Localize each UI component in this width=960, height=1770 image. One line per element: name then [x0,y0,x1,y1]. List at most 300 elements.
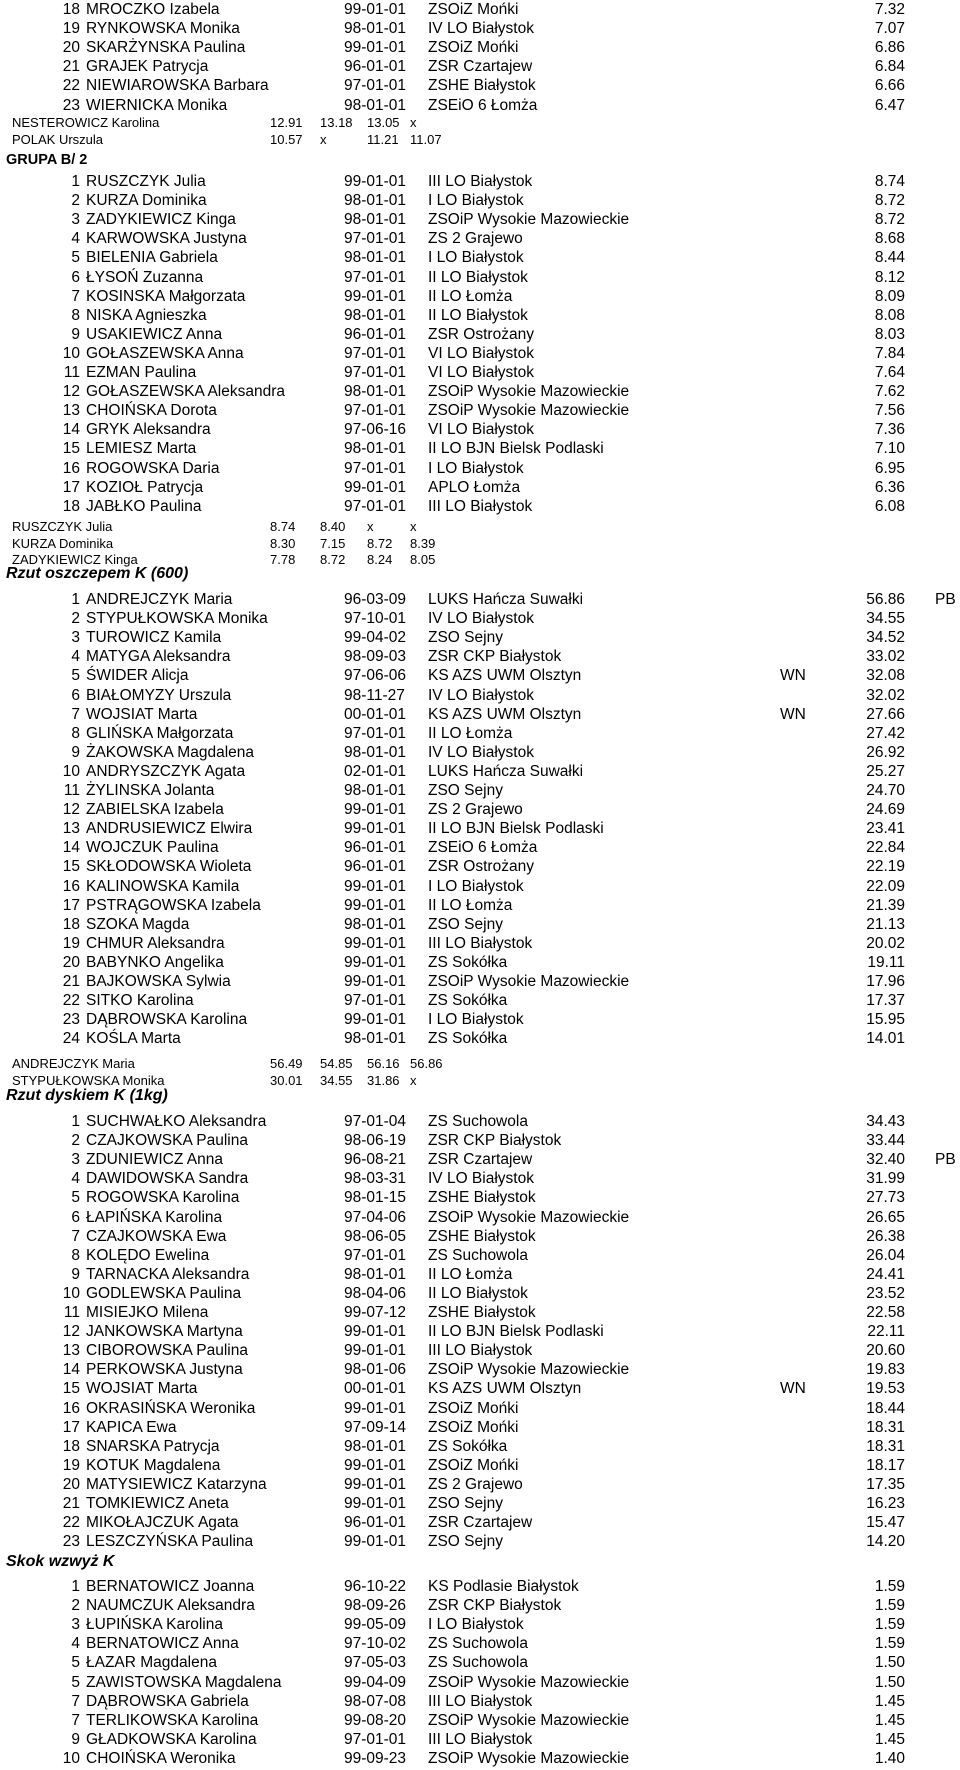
result-value: 22.84 [866,839,905,857]
birth-date: 96-01-01 [344,58,407,76]
club-name: I LO Białystok [428,249,524,267]
rank-cell: 11 [63,782,80,799]
rank-cell: 3 [71,1616,80,1634]
club-name: LUKS Hańcza Suwałki [428,591,584,608]
athlete-name: SZOKA Magda [86,915,190,933]
athlete-name: MROCZKO Izabela [86,1,220,18]
birth-date: 99-01-01 [344,478,407,496]
athlete-name: BABYNKO Angelika [86,953,224,971]
result-value: 8.44 [874,249,905,267]
result-value: 1.59 [874,1578,905,1595]
rank-cell: 2 [71,610,80,628]
athlete-name: ZAWISTOWSKA Magdalena [86,1673,282,1691]
rank-cell: 17 [62,896,80,914]
birth-date: 99-01-01 [344,1475,407,1493]
birth-date: 00-01-01 [344,1380,407,1398]
club-name: KS AZS UWM Olsztyn [428,1380,582,1398]
attempt-value: 34.55 [320,1072,353,1088]
club-name: ZS 2 Grajewo [428,801,523,819]
birth-date: 96-01-01 [344,1514,407,1532]
attempt-value: 8.39 [410,535,436,551]
rank-cell: 1 [71,1113,80,1130]
result-value: 34.43 [866,1113,905,1130]
athlete-name: KURZA Dominika [86,192,207,210]
rank-cell: 7 [71,705,80,723]
athlete-name: KOLĘDO Ewelina [86,1246,210,1264]
club-name: ZS Suchowola [428,1654,528,1672]
club-name: ZSO Sejny [428,915,503,933]
athlete-name: DAWIDOWSKA Sandra [86,1170,249,1188]
rank-cell: 14 [62,421,80,439]
rank-cell: 18 [62,497,80,515]
club-name: ZSO Sejny [428,629,503,647]
athlete-name: ROGOWSKA Daria [86,459,220,477]
wind-note: WN [780,667,806,685]
rank-cell: 9 [71,325,80,343]
birth-date: 97-05-03 [344,1654,407,1672]
athlete-name: NIEWIAROWSKA Barbara [86,77,269,95]
result-value: 21.13 [866,915,905,933]
result-value: 23.52 [866,1284,905,1302]
club-name: IV LO Białystok [428,20,534,38]
athlete-name: BIELENIA Gabriela [86,249,218,267]
birth-date: 97-01-01 [344,364,407,381]
club-name: KS AZS UWM Olsztyn [428,705,582,723]
athlete-name: ŁAZAR Magdalena [86,1654,217,1672]
result-value: 1.59 [874,1616,905,1634]
result-value: 6.86 [874,39,905,57]
attempts-athlete: STYPUŁKOWSKA Monika [12,1072,165,1088]
rank-cell: 9 [71,1730,80,1748]
attempt-value: x [410,115,417,130]
athlete-name: ZABIELSKA Izabela [86,801,224,819]
birth-date: 98-09-26 [344,1597,407,1615]
club-name: ZSEiO 6 Łomża [428,96,538,114]
attempt-value: 10.57 [270,132,303,147]
rank-cell: 1 [71,173,80,190]
result-value: 22.19 [866,858,905,876]
rank-cell: 9 [71,743,80,761]
club-name: II LO BJN Bielsk Podlaski [428,1323,604,1341]
attempt-value: x [410,1072,417,1088]
athlete-name: KOŚLA Marta [86,1030,181,1048]
athlete-name: GŁADKOWSKA Karolina [86,1730,257,1748]
result-value: 21.39 [866,896,905,914]
club-name: III LO Białystok [428,1692,533,1710]
athlete-name: WOJSIAT Marta [86,1380,198,1398]
rank-cell: 2 [71,1132,80,1150]
result-value: 1.59 [874,1635,905,1653]
club-name: ZSO Sejny [428,1533,503,1551]
athlete-name: WIERNICKA Monika [86,96,228,114]
birth-date: 97-01-01 [344,1730,407,1748]
event-heading: Rzut dyskiem K (1kg) [6,1087,168,1104]
attempts-athlete: RUSZCZYK Julia [12,519,113,534]
rank-cell: 18 [62,1,80,18]
result-value: 14.01 [866,1030,905,1048]
birth-date: 97-01-01 [344,1246,407,1264]
club-name: II LO Łomża [428,896,513,914]
result-value: 8.08 [874,306,905,324]
birth-date: 99-01-01 [344,1,407,18]
club-name: II LO Łomża [428,724,513,742]
rank-cell: 7 [71,287,80,305]
athlete-name: LESZCZYŃSKA Paulina [86,1533,254,1551]
result-value: 34.52 [866,629,905,647]
athlete-name: ZADYKIEWICZ Kinga [86,211,236,229]
rank-cell: 15 [62,858,80,876]
athlete-name: TERLIKOWSKA Karolina [86,1711,259,1729]
result-value: 8.12 [874,268,905,286]
rank-cell: 12 [62,801,80,819]
rank-cell: 12 [62,1323,80,1341]
athlete-name: KOTUK Magdalena [86,1456,221,1474]
result-value: 7.56 [874,402,905,420]
rank-cell: 18 [62,915,80,933]
attempts-athlete: POLAK Urszula [12,132,104,147]
club-name: ZSEiO 6 Łomża [428,839,538,857]
result-value: 7.84 [874,344,905,362]
birth-date: 96-01-01 [344,858,407,876]
result-value: 6.84 [874,58,905,76]
result-value: 7.62 [874,383,905,401]
athlete-name: CHOIŃSKA Dorota [86,402,217,420]
club-name: ZSO Sejny [428,782,503,799]
attempt-value: 8.72 [367,535,393,551]
club-name: ZSOiP Wysokie Mazowieckie [428,1361,630,1379]
attempts-athlete: KURZA Dominika [12,535,114,551]
result-value: 32.08 [866,667,905,685]
rank-cell: 4 [71,648,80,666]
result-value: 26.38 [866,1227,905,1245]
rank-cell: 10 [62,1284,80,1302]
athlete-name: TARNACKA Aleksandra [86,1265,250,1283]
club-name: ZSHE Białystok [428,1189,536,1207]
athlete-name: KARWOWSKA Justyna [86,230,247,248]
result-value: 26.65 [866,1208,905,1226]
club-name: ZSR CKP Białystok [428,648,562,666]
club-name: VI LO Białystok [428,364,534,381]
rank-cell: 13 [62,820,80,838]
club-name: ZSOiP Wysokie Mazowieckie [428,383,630,401]
result-value: 7.64 [874,364,905,381]
attempt-value: 54.85 [320,1056,353,1071]
birth-date: 98-01-06 [344,1361,407,1379]
club-name: ZSOiZ Mońki [428,1399,519,1417]
club-name: ZSR Czartajew [428,1151,533,1169]
birth-date: 98-01-01 [344,306,407,324]
club-name: I LO Białystok [428,459,524,477]
rank-cell: 10 [62,1749,80,1767]
rank-cell: 24 [62,1030,80,1048]
birth-date: 97-01-01 [344,344,407,362]
attempt-value: 8.30 [270,535,296,551]
attempt-value: 7.15 [320,535,346,551]
athlete-name: GODLEWSKA Paulina [86,1284,242,1302]
birth-date: 98-01-01 [344,211,407,229]
result-value: 8.03 [874,325,905,343]
rank-cell: 17 [62,478,80,496]
athlete-name: ŁYSOŃ Zuzanna [86,268,204,286]
club-name: ZSOiP Wysokie Mazowieckie [428,402,630,420]
result-value: 1.45 [874,1711,905,1729]
result-value: 20.02 [866,934,905,952]
athlete-name: MATYGA Aleksandra [86,648,231,666]
result-value: 17.96 [866,973,905,990]
rank-cell: 22 [62,1514,80,1532]
result-value: 19.83 [866,1361,905,1379]
rank-cell: 21 [62,58,80,76]
athlete-name: ŻYLINSKA Jolanta [86,782,215,799]
athlete-name: USAKIEWICZ Anna [86,325,223,343]
result-value: 56.86 [866,591,905,608]
birth-date: 99-01-01 [344,1533,407,1551]
rank-cell: 12 [62,383,80,401]
club-name: ZS 2 Grajewo [428,230,523,248]
birth-date: 98-11-27 [344,686,405,704]
birth-date: 98-01-01 [344,20,407,38]
rank-cell: 16 [62,459,80,477]
athlete-name: BAJKOWSKA Sylwia [86,973,231,990]
athlete-name: CHOIŃSKA Weronika [86,1749,236,1767]
athlete-name: NAUMCZUK Aleksandra [86,1597,255,1615]
attempt-value: 8.40 [320,519,346,534]
result-value: 1.40 [874,1749,905,1767]
rank-cell: 19 [62,20,80,38]
birth-date: 97-01-01 [344,459,407,477]
attempt-value: 11.21 [367,132,399,147]
rank-cell: 19 [62,934,80,952]
athlete-name: PSTRĄGOWSKA Izabela [86,896,261,914]
athlete-name: TOMKIEWICZ Aneta [86,1495,229,1512]
result-value: 18.44 [866,1399,905,1417]
club-name: ZSR Czartajew [428,58,533,76]
athlete-name: STYPUŁKOWSKA Monika [86,610,268,628]
rank-cell: 7 [71,1227,80,1245]
result-value: 7.07 [874,20,905,38]
rank-cell: 20 [62,1475,80,1493]
result-value: 8.74 [874,173,905,190]
result-value: 26.04 [866,1246,905,1264]
birth-date: 97-06-16 [344,421,407,439]
club-name: KS Podlasie Białystok [428,1578,579,1595]
result-value: 18.17 [866,1456,905,1474]
athlete-name: JANKOWSKA Martyna [86,1323,243,1341]
club-name: KS AZS UWM Olsztyn [428,667,582,685]
club-name: LUKS Hańcza Suwałki [428,762,584,780]
club-name: I LO Białystok [428,1616,524,1634]
result-value: 25.27 [866,762,905,780]
rank-cell: 7 [71,1711,80,1729]
result-value: 19.53 [866,1380,905,1398]
birth-date: 98-06-19 [344,1132,407,1150]
athlete-name: KAPICA Ewa [86,1418,177,1436]
athlete-name: RUSZCZYK Julia [86,173,206,190]
athlete-name: NISKA Agnieszka [86,306,207,324]
attempt-value: 12.91 [270,115,303,130]
club-name: ZSOiP Wysokie Mazowieckie [428,1749,630,1767]
result-value: 32.02 [866,686,905,704]
result-value: 1.59 [874,1597,905,1615]
club-name: ZSHE Białystok [428,1304,536,1321]
athlete-name: MIKOŁAJCZUK Agata [86,1514,239,1532]
birth-date: 99-01-01 [344,801,407,819]
result-value: 8.72 [874,192,905,210]
athlete-name: ANDREJCZYK Maria [86,591,233,608]
birth-date: 99-01-01 [344,1011,407,1029]
birth-date: 98-01-01 [344,192,407,210]
athlete-name: ŚWIDER Alicja [86,667,189,685]
result-value: 19.11 [867,953,905,971]
rank-cell: 20 [62,39,80,57]
birth-date: 99-04-02 [344,629,407,647]
club-name: IV LO Białystok [428,686,534,704]
result-value: 6.95 [874,459,905,477]
rank-cell: 8 [71,306,80,324]
athlete-name: BERNATOWICZ Anna [86,1635,239,1653]
club-name: ZS Sokółka [428,1030,508,1048]
rank-cell: 8 [71,1246,80,1264]
result-value: 22.09 [866,877,905,895]
athlete-name: SNARSKA Patrycja [86,1437,220,1455]
result-value: 31.99 [866,1170,905,1188]
birth-date: 99-01-01 [344,1342,407,1360]
attempt-value: 7.78 [270,552,296,567]
birth-date: 99-09-23 [344,1749,407,1767]
club-name: II LO Łomża [428,287,513,305]
birth-date: 98-01-01 [344,782,407,799]
result-value: 16.23 [866,1495,905,1512]
rank-cell: 4 [71,230,80,248]
event-heading: Skok wzwyż K [6,1553,115,1570]
rank-cell: 16 [62,877,80,895]
result-value: 26.92 [866,743,905,761]
wind-note: WN [780,705,806,723]
club-name: III LO Białystok [428,934,533,952]
club-name: ZS Suchowola [428,1635,528,1653]
rank-cell: 3 [71,211,80,229]
club-name: ZS 2 Grajewo [428,1475,523,1493]
club-name: II LO Białystok [428,306,528,324]
club-name: ZS Suchowola [428,1246,528,1264]
rank-cell: 5 [71,1189,80,1207]
birth-date: 96-03-09 [344,591,407,608]
result-value: 6.66 [874,77,905,95]
birth-date: 98-01-01 [344,249,407,267]
birth-date: 98-01-01 [344,1437,407,1455]
birth-date: 97-06-06 [344,667,407,685]
birth-date: 99-01-01 [344,896,407,914]
athlete-name: DĄBROWSKA Karolina [86,1011,248,1029]
attempt-value: 8.05 [410,552,436,567]
club-name: II LO Białystok [428,268,528,286]
rank-cell: 21 [62,1495,80,1512]
birth-date: 96-08-21 [344,1151,407,1169]
athlete-name: BIAŁOMYZY Urszula [86,686,232,704]
rank-cell: 9 [71,1265,80,1283]
birth-date: 99-04-09 [344,1673,407,1691]
birth-date: 99-01-01 [344,877,407,895]
attempt-value: 8.72 [320,552,346,567]
athlete-name: GOŁASZEWSKA Aleksandra [86,383,286,401]
birth-date: 97-10-02 [344,1635,407,1653]
rank-cell: 23 [62,96,80,114]
result-value: 24.41 [866,1265,905,1283]
result-value: 1.50 [874,1654,905,1672]
rank-cell: 23 [62,1011,80,1029]
result-value: 27.73 [866,1189,905,1207]
club-name: II LO Białystok [428,1284,528,1302]
rank-cell: 22 [62,77,80,95]
rank-cell: 6 [71,1208,80,1226]
result-value: 22.11 [867,1323,905,1341]
athlete-name: SUCHWAŁKO Aleksandra [86,1113,267,1130]
attempt-value: 13.18 [320,115,353,130]
rank-cell: 16 [62,1399,80,1417]
club-name: I LO Białystok [428,877,524,895]
attempt-value: 30.01 [270,1072,303,1088]
rank-cell: 20 [62,953,80,971]
rank-cell: 2 [71,192,80,210]
result-value: 15.47 [866,1514,905,1532]
club-name: III LO Białystok [428,1730,533,1748]
rank-cell: 10 [62,762,80,780]
athlete-name: ROGOWSKA Karolina [86,1189,240,1207]
athlete-name: PERKOWSKA Justyna [86,1361,243,1379]
birth-date: 98-01-01 [344,96,407,114]
athlete-name: GOŁASZEWSKA Anna [86,344,244,362]
result-value: 7.32 [874,1,905,18]
athlete-name: KOSINSKA Małgorzata [86,287,246,305]
rank-cell: 19 [62,1456,80,1474]
athlete-name: JABŁKO Paulina [86,497,202,515]
birth-date: 00-01-01 [344,705,407,723]
club-name: VI LO Białystok [428,421,534,439]
club-name: III LO Białystok [428,1342,533,1360]
athlete-name: CZAJKOWSKA Ewa [86,1227,227,1245]
attempt-value: x [367,519,374,534]
record-note: PB [935,1151,956,1169]
rank-cell: 13 [62,402,80,420]
athlete-name: TUROWICZ Kamila [86,629,222,647]
rank-cell: 15 [62,1380,80,1398]
birth-date: 98-04-06 [344,1284,407,1302]
athlete-name: KOZIOŁ Patrycja [86,478,204,496]
result-value: 33.02 [866,648,905,666]
birth-date: 98-06-05 [344,1227,407,1245]
result-value: 8.72 [874,211,905,229]
birth-date: 99-01-01 [344,1456,407,1474]
club-name: II LO Łomża [428,1265,513,1283]
record-note: PB [935,591,956,608]
athlete-name: GRYK Aleksandra [86,421,211,439]
result-value: 7.36 [874,421,905,439]
athlete-name: ANDRUSIEWICZ Elwira [86,820,253,838]
birth-date: 98-01-01 [344,440,407,458]
athlete-name: MATYSIEWICZ Katarzyna [86,1475,267,1493]
birth-date: 98-07-08 [344,1692,407,1710]
result-value: 18.31 [866,1418,905,1436]
club-name: ZSHE Białystok [428,77,536,95]
rank-cell: 6 [71,268,80,286]
rank-cell: 5 [71,1654,80,1672]
result-value: 15.95 [866,1011,905,1029]
club-name: II LO BJN Bielsk Podlaski [428,440,604,458]
athlete-name: ŻAKOWSKA Magdalena [86,743,254,761]
club-name: ZSOiP Wysokie Mazowieckie [428,1711,630,1729]
athlete-name: ANDRYSZCZYK Agata [86,762,246,780]
result-value: 34.55 [866,610,905,628]
